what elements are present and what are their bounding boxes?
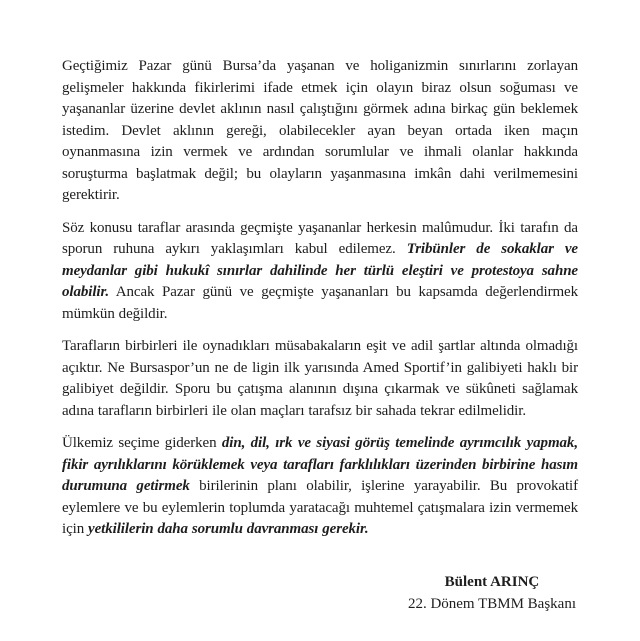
signature-title: 22. Dönem TBMM Başkanı [407, 595, 576, 612]
text-paragraph [62, 218, 578, 326]
emphasized-text: din, dil, ırk ve siyasi görüş temelinde ayrımcılık yapmak, fikir ayrılıklarını körüklemek veya tarafları farklılıkları üzerinden birbirine hasım durumuna getirmek [62, 435, 578, 494]
text-paragraph [62, 56, 578, 207]
body-text: Ülkemiz seçime giderken [62, 435, 222, 451]
body-text: Geçtiğimiz Pazar günü Bursa’da yaşanan ve holiganizmin sınırlarını zorlayan gelişmeler hakkında fikirlerimi ifade etmek için olayın biraz olsun soğuması ve yaşananlar üzerine devlet aklının nasıl çalıştığını görmek adına birkaç gün beklemek istedim. Devlet aklının gereği, olabilecekler ayan beyan ortada iken maçın oynanmasına izin vermek ve ardından sorumlular ve ihmali olanlar hakkında soruşturma başlatmak değil; bu olayların yaşanmasına imkân dahi verilmemesini gerektirir. [62, 58, 578, 203]
body-text: Ancak Pazar günü ve geçmişte yaşananları bu kapsamda değerlendirmek mümkün değildir. [62, 284, 578, 322]
emphasized-text: yetkililerin daha sorumlu davranması gerekir. [88, 521, 369, 537]
text-paragraph [62, 336, 578, 422]
body-text: Tarafların birbirleri ile oynadıkları müsabakaların eşit ve adil şartlar altında olmadığı açıktır. Ne Bursaspor’un ne de ligin ilk yarısında Amed Sportif’in galibiyeti haklı bir galibiyet değildir. Sporu bu çatışma alanının dışına çıkarmak ve sükûneti sağlamak adına tarafların birbirleri ile olan maçları tarafsız bir sahada tekrar edilmelidir. [62, 338, 578, 419]
signature-name: Bülent ARINÇ [444, 573, 540, 590]
signature-block [408, 571, 576, 615]
text-paragraph [62, 433, 578, 541]
statement-paragraphs [62, 56, 578, 541]
body-text: birilerinin planı olabilir, işlerine yarayabilir. Bu provokatif eylemlere ve bu eylemlerin toplumda yaratacağı muhtemel çatışmalara izin vermemek için [62, 478, 578, 537]
emphasized-text: Tribünler de sokaklar ve meydanlar gibi hukukî sınırlar dahilinde her türlü eleştiri ve protestoya sahne olabilir. [62, 241, 578, 300]
body-text: Söz konusu taraflar arasında geçmişte yaşananlar herkesin malûmudur. İki tarafın da sporun ruhuna aykırı yaklaşımları kabul edilemez. [62, 219, 578, 257]
